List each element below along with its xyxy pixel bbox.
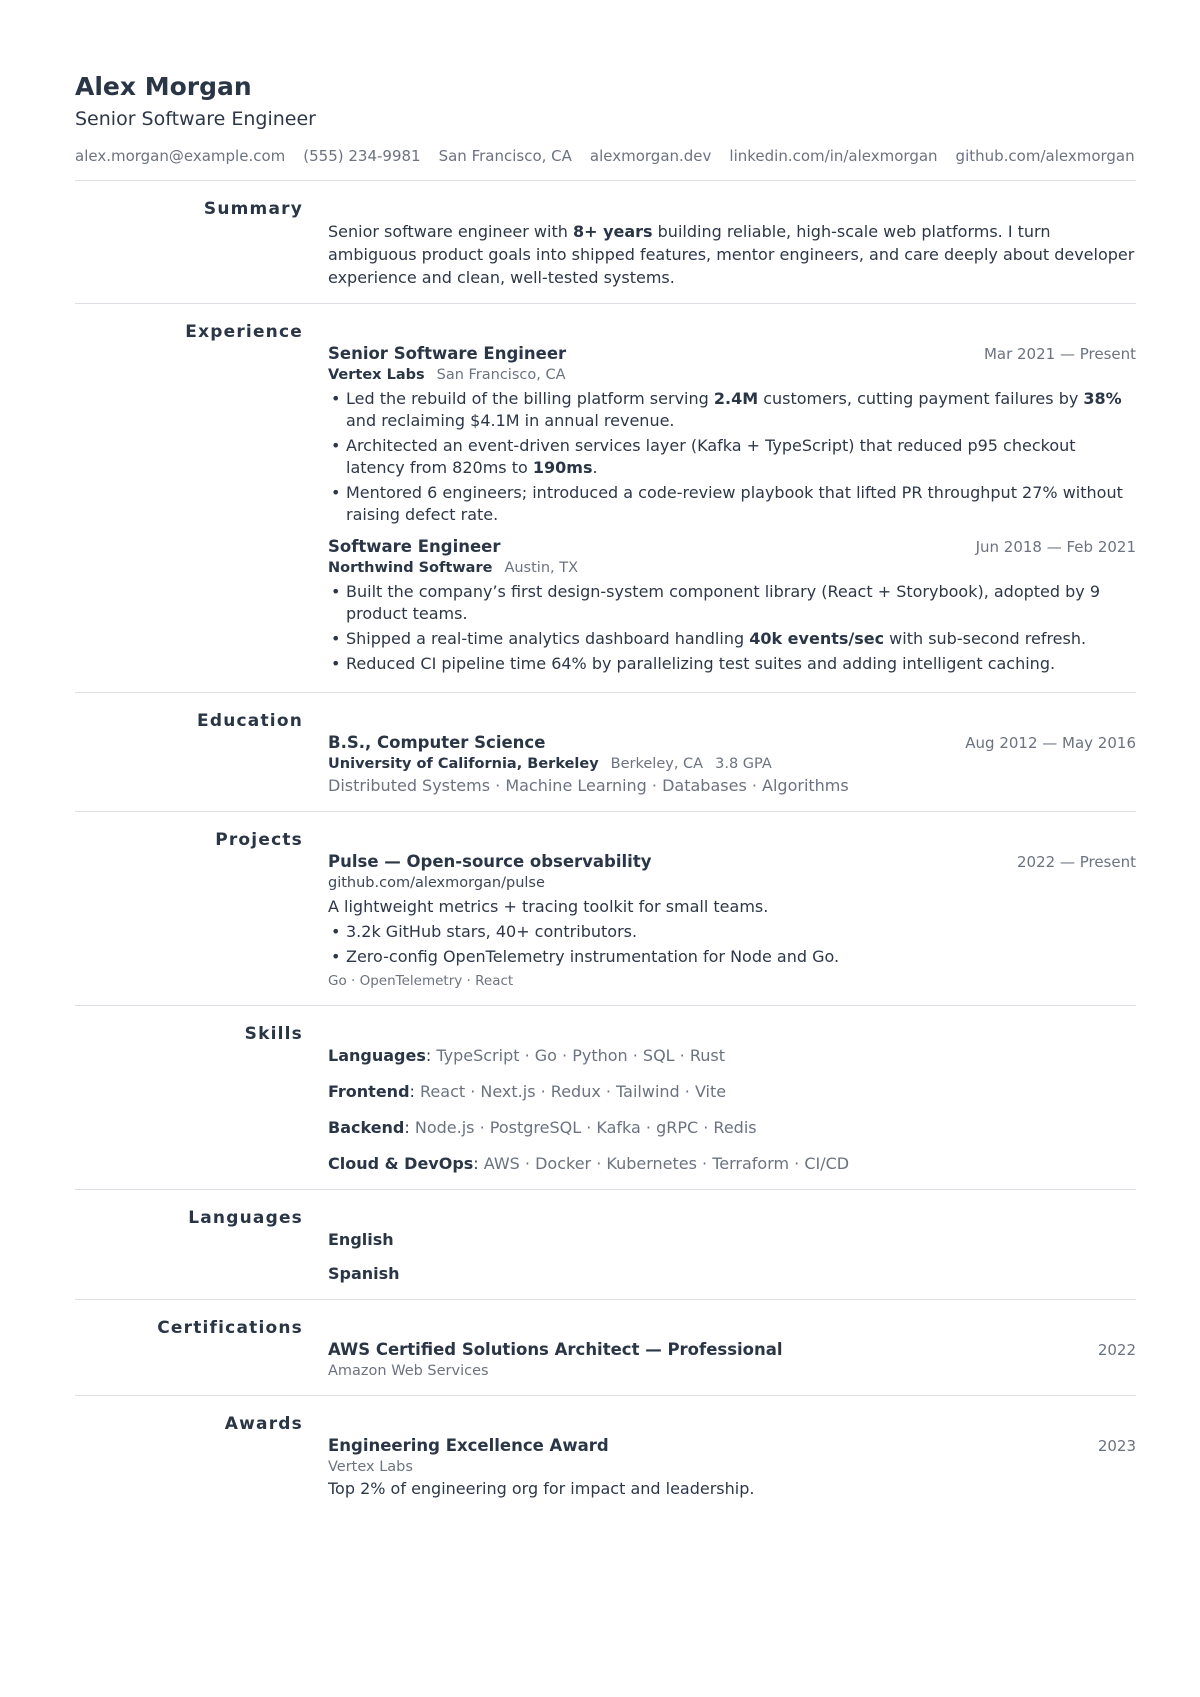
bullet-text: . — [592, 458, 598, 477]
section-heading: Certifications — [157, 1318, 303, 1338]
job-bullet — [328, 628, 1136, 650]
skill-values: Node.js · PostgreSQL · Kafka · gRPC · Redis — [414, 1118, 757, 1137]
bullet-highlight: 2.4M — [713, 389, 759, 408]
certifications-body — [328, 1317, 1136, 1381]
section-heading: Experience — [185, 322, 303, 342]
skill-category: Cloud & DevOps — [328, 1154, 474, 1173]
experience-entry — [328, 536, 1136, 675]
contact-list — [75, 146, 1136, 180]
project-tags: Go · OpenTelemetry · React — [328, 973, 514, 989]
job-bullets — [328, 388, 1136, 526]
gpa: 3.8 GPA — [715, 756, 772, 772]
section-heading: Summary — [203, 199, 303, 219]
skill-category: Languages — [328, 1046, 426, 1065]
contact-location: San Francisco, CA — [438, 147, 572, 165]
certifications-section — [75, 1299, 1136, 1395]
section-heading: Languages — [188, 1208, 303, 1228]
skill-category: Backend — [328, 1118, 405, 1137]
award-date: 2023 — [1097, 1437, 1136, 1455]
job-bullet — [328, 435, 1136, 479]
job-date: Mar 2021 — Present — [983, 345, 1136, 363]
education-body — [328, 710, 1136, 797]
projects-body — [328, 829, 1136, 991]
bullet-text: customers, cutting payment failures by — [758, 389, 1084, 408]
contact-website[interactable]: alexmorgan.dev — [589, 147, 712, 165]
skills-section — [75, 1005, 1136, 1189]
education-section — [75, 692, 1136, 811]
skills-body — [328, 1023, 1136, 1175]
certification-title: AWS Certified Solutions Architect — Professional — [328, 1340, 783, 1359]
experience-section — [75, 303, 1136, 692]
job-location: Austin, TX — [504, 560, 579, 576]
award-description: Top 2% of engineering org for impact and leadership. — [328, 1479, 755, 1498]
language-item: English — [328, 1230, 394, 1249]
bullet-text: Mentored 6 engineers; introduced a code-review playbook that lifted PR throughput 27% without raising defect rate. — [346, 483, 1123, 524]
certification-issuer: Amazon Web Services — [328, 1363, 489, 1379]
summary-body — [328, 198, 1136, 289]
job-location: San Francisco, CA — [436, 367, 566, 383]
project-title: Pulse — Open-source observability — [328, 852, 652, 871]
job-bullet — [328, 482, 1136, 526]
awards-body — [328, 1413, 1136, 1500]
job-bullet — [328, 388, 1136, 432]
bullet-highlight: 40k events/sec — [749, 629, 885, 648]
languages-body — [328, 1207, 1136, 1285]
contact-linkedin[interactable]: linkedin.com/in/alexmorgan — [729, 147, 938, 165]
job-bullet — [328, 653, 1136, 675]
job-date: Jun 2018 — Feb 2021 — [975, 538, 1136, 556]
languages-section — [75, 1189, 1136, 1299]
experience-entry — [328, 343, 1136, 526]
bullet-highlight: 38% — [1083, 389, 1122, 408]
skill-row: Cloud & DevOps: AWS · Docker · Kubernetes · Terraform · CI/CD — [328, 1154, 850, 1173]
summary-text-part: building reliable, high-scale web platforms. I turn ambiguous product goals into shipped features, mentor engineers, and care deeply about developer experience and clean, well-tested systems. — [328, 222, 1135, 287]
headline: Senior Software Engineer — [75, 108, 316, 130]
awards-section — [75, 1395, 1136, 1514]
degree-title: B.S., Computer Science — [328, 733, 546, 752]
job-title: Senior Software Engineer — [328, 344, 567, 363]
skill-row: Languages: TypeScript · Go · Python · SQL · Rust — [328, 1046, 725, 1065]
language-item: Spanish — [328, 1264, 400, 1283]
company-name: Vertex Labs — [328, 367, 425, 383]
project-bullet: • Zero-config OpenTelemetry instrumentation for Node and Go. — [328, 946, 1136, 968]
summary-highlight: 8+ years — [572, 222, 653, 241]
education-date: Aug 2012 — May 2016 — [965, 734, 1136, 752]
bullet-text: Reduced CI pipeline time 64% by parallelizing test suites and adding intelligent caching. — [346, 654, 1056, 673]
skill-row: Backend: Node.js · PostgreSQL · Kafka · gRPC · Redis — [328, 1118, 757, 1137]
section-heading: Education — [197, 711, 303, 731]
summary-section — [75, 180, 1136, 303]
bullet-highlight: 190ms — [532, 458, 593, 477]
contact-email[interactable]: alex.morgan@example.com — [75, 147, 286, 165]
company-name: Northwind Software — [328, 560, 493, 576]
contact-phone[interactable]: (555) 234-9981 — [303, 147, 421, 165]
section-heading: Awards — [224, 1414, 303, 1434]
summary-text — [328, 220, 1136, 289]
person-name: Alex Morgan — [75, 72, 252, 101]
bullet-text: with sub-second refresh. — [884, 629, 1087, 648]
coursework: Distributed Systems · Machine Learning · Databases · Algorithms — [328, 776, 849, 795]
job-title: Software Engineer — [328, 537, 501, 556]
section-heading: Projects — [215, 830, 303, 850]
section-heading: Skills — [244, 1024, 303, 1044]
project-description: A lightweight metrics + tracing toolkit for small teams. — [328, 897, 769, 916]
award-title: Engineering Excellence Award — [328, 1436, 609, 1455]
project-date: 2022 — Present — [1017, 853, 1136, 871]
experience-body — [328, 321, 1136, 678]
bullet-text: Shipped a real-time analytics dashboard handling — [346, 629, 750, 648]
projects-section — [75, 811, 1136, 1005]
project-link[interactable]: github.com/alexmorgan/pulse — [328, 875, 545, 891]
skill-values: AWS · Docker · Kubernetes · Terraform · CI/CD — [483, 1154, 850, 1173]
school-name: University of California, Berkeley — [328, 756, 599, 772]
job-bullet — [328, 581, 1136, 625]
bullet-text: Led the rebuild of the billing platform serving — [346, 389, 714, 408]
summary-text-part: Senior software engineer with — [328, 222, 573, 241]
skill-values: React · Next.js · Redux · Tailwind · Vite — [420, 1082, 727, 1101]
bullet-text: Architected an event-driven services layer (Kafka + TypeScript) that reduced p95 checkout latency from 820ms to — [346, 436, 1076, 477]
certification-date: 2022 — [1097, 1341, 1136, 1359]
skill-values: TypeScript · Go · Python · SQL · Rust — [436, 1046, 725, 1065]
resume-header — [75, 70, 1136, 180]
contact-github[interactable]: github.com/alexmorgan — [955, 147, 1135, 165]
bullet-text: and reclaiming $4.1M in annual revenue. — [346, 411, 675, 430]
job-bullets — [328, 581, 1136, 675]
project-bullet: • 3.2k GitHub stars, 40+ contributors. — [328, 921, 1136, 943]
award-org: Vertex Labs — [328, 1459, 413, 1475]
bullet-text: Built the company’s first design-system component library (React + Storybook), adopted by 9 product teams. — [346, 582, 1101, 623]
project-bullets — [328, 921, 1136, 968]
skill-row: Frontend: React · Next.js · Redux · Tailwind · Vite — [328, 1082, 727, 1101]
school-location: Berkeley, CA — [610, 756, 704, 772]
skill-category: Frontend — [328, 1082, 410, 1101]
